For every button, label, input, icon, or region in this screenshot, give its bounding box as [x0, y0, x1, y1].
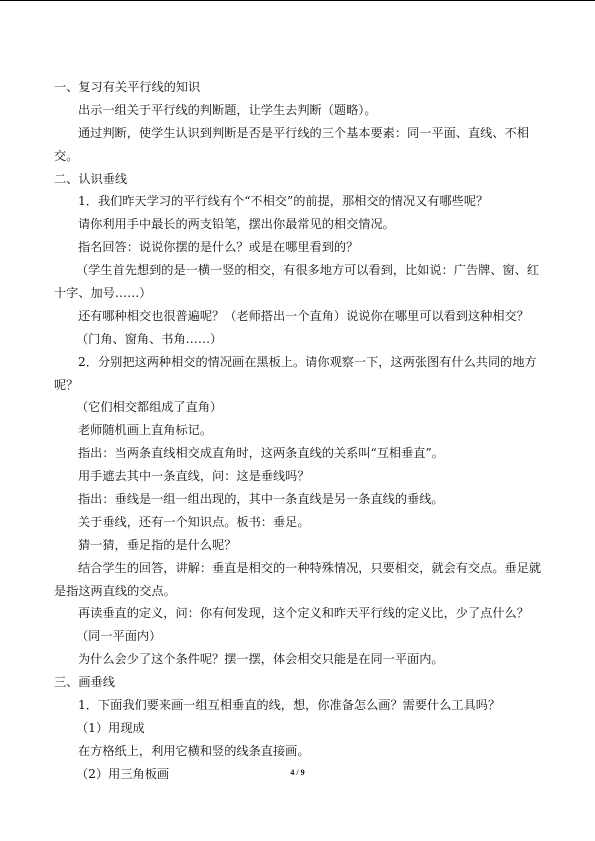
text-line: 结合学生的回答，讲解：垂直是相交的一种特殊情况，只要相交，就会有交点。垂足就 [78, 560, 542, 575]
text-line: 一、复习有关平行线的知识 [54, 80, 201, 94]
text-line: （2）用三角板画 [76, 766, 170, 781]
text-line: 再读垂直的定义，问：你有何发现，这个定义和昨天平行线的定义比，少了点什么？ [78, 606, 529, 621]
text-line: 关于垂线，还有一个知识点。板书：垂足。 [78, 514, 310, 529]
text-line: 1．我们昨天学习的平行线有个“不相交”的前提，那相交的情况又有哪些呢？ [78, 194, 489, 209]
text-line: 指出：垂线是一组一组出现的，其中一条直线是另一条直线的垂线。 [78, 492, 444, 507]
text-line: 呢？ [54, 377, 79, 392]
text-line: （同一平面内） [76, 629, 162, 644]
text-line: （门角、窗角、书角……） [76, 331, 223, 346]
text-line: 为什么会少了这个条件呢？摆一摆，体会相交只能是在同一平面内。 [78, 652, 444, 667]
text-line: 二、认识垂线 [54, 171, 128, 186]
text-line: 猜一猜，垂足指的是什么呢？ [78, 537, 237, 552]
text-line: 2．分别把这两种相交的情况画在黑板上。请你观察一下，这两张图有什么共同的地方 [78, 354, 537, 369]
text-line: 是指这两直线的交点。 [54, 583, 176, 598]
text-line: 通过判断，使学生认识到判断是否是平行线的三个基本要素：同一平面、直线、不相 [78, 125, 529, 140]
text-line: 1．下面我们要来画一组互相垂直的线，想，你准备怎么画？需要什么工具吗？ [78, 698, 501, 713]
text-line: 指出：当两条直线相交成直角时，这两条直线的关系叫“互相垂直”。 [78, 446, 444, 461]
text-line: 老师随机画上直角标记。 [78, 423, 213, 438]
text-line: 请你利用手中最长的两支铅笔，摆出你最常见的相交情况。 [78, 217, 395, 232]
text-line: 用手遮去其中一条直线，问：这是垂线吗？ [78, 469, 310, 484]
text-line: 三、画垂线 [54, 675, 115, 690]
text-line: 出示一组关于平行线的判断题，让学生去判断（题略）。 [78, 102, 377, 117]
text-line: 还有哪种相交也很普遍呢？（老师搭出一个直角）说说你在哪里可以看到这种相交？ [78, 308, 529, 323]
text-line: 指名回答：说说你摆的是什么？或是在哪里看到的？ [78, 240, 359, 255]
text-line: 交。 [54, 148, 79, 163]
text-line: 在方格纸上，利用它横和竖的线条直接画。 [78, 743, 310, 758]
text-line: （它们相交都组成了直角） [76, 400, 223, 415]
text-line: （1）用现成 [76, 720, 145, 735]
text-line: 十字、加号……） [54, 286, 152, 301]
page-number: 4 / 9 [290, 768, 305, 777]
document-body [54, 76, 544, 786]
text-line: （学生首先想到的是一横一竖的相交，有很多地方可以看到，比如说：广告牌、窗、红 [76, 263, 540, 278]
header-rule [0, 0, 595, 1]
